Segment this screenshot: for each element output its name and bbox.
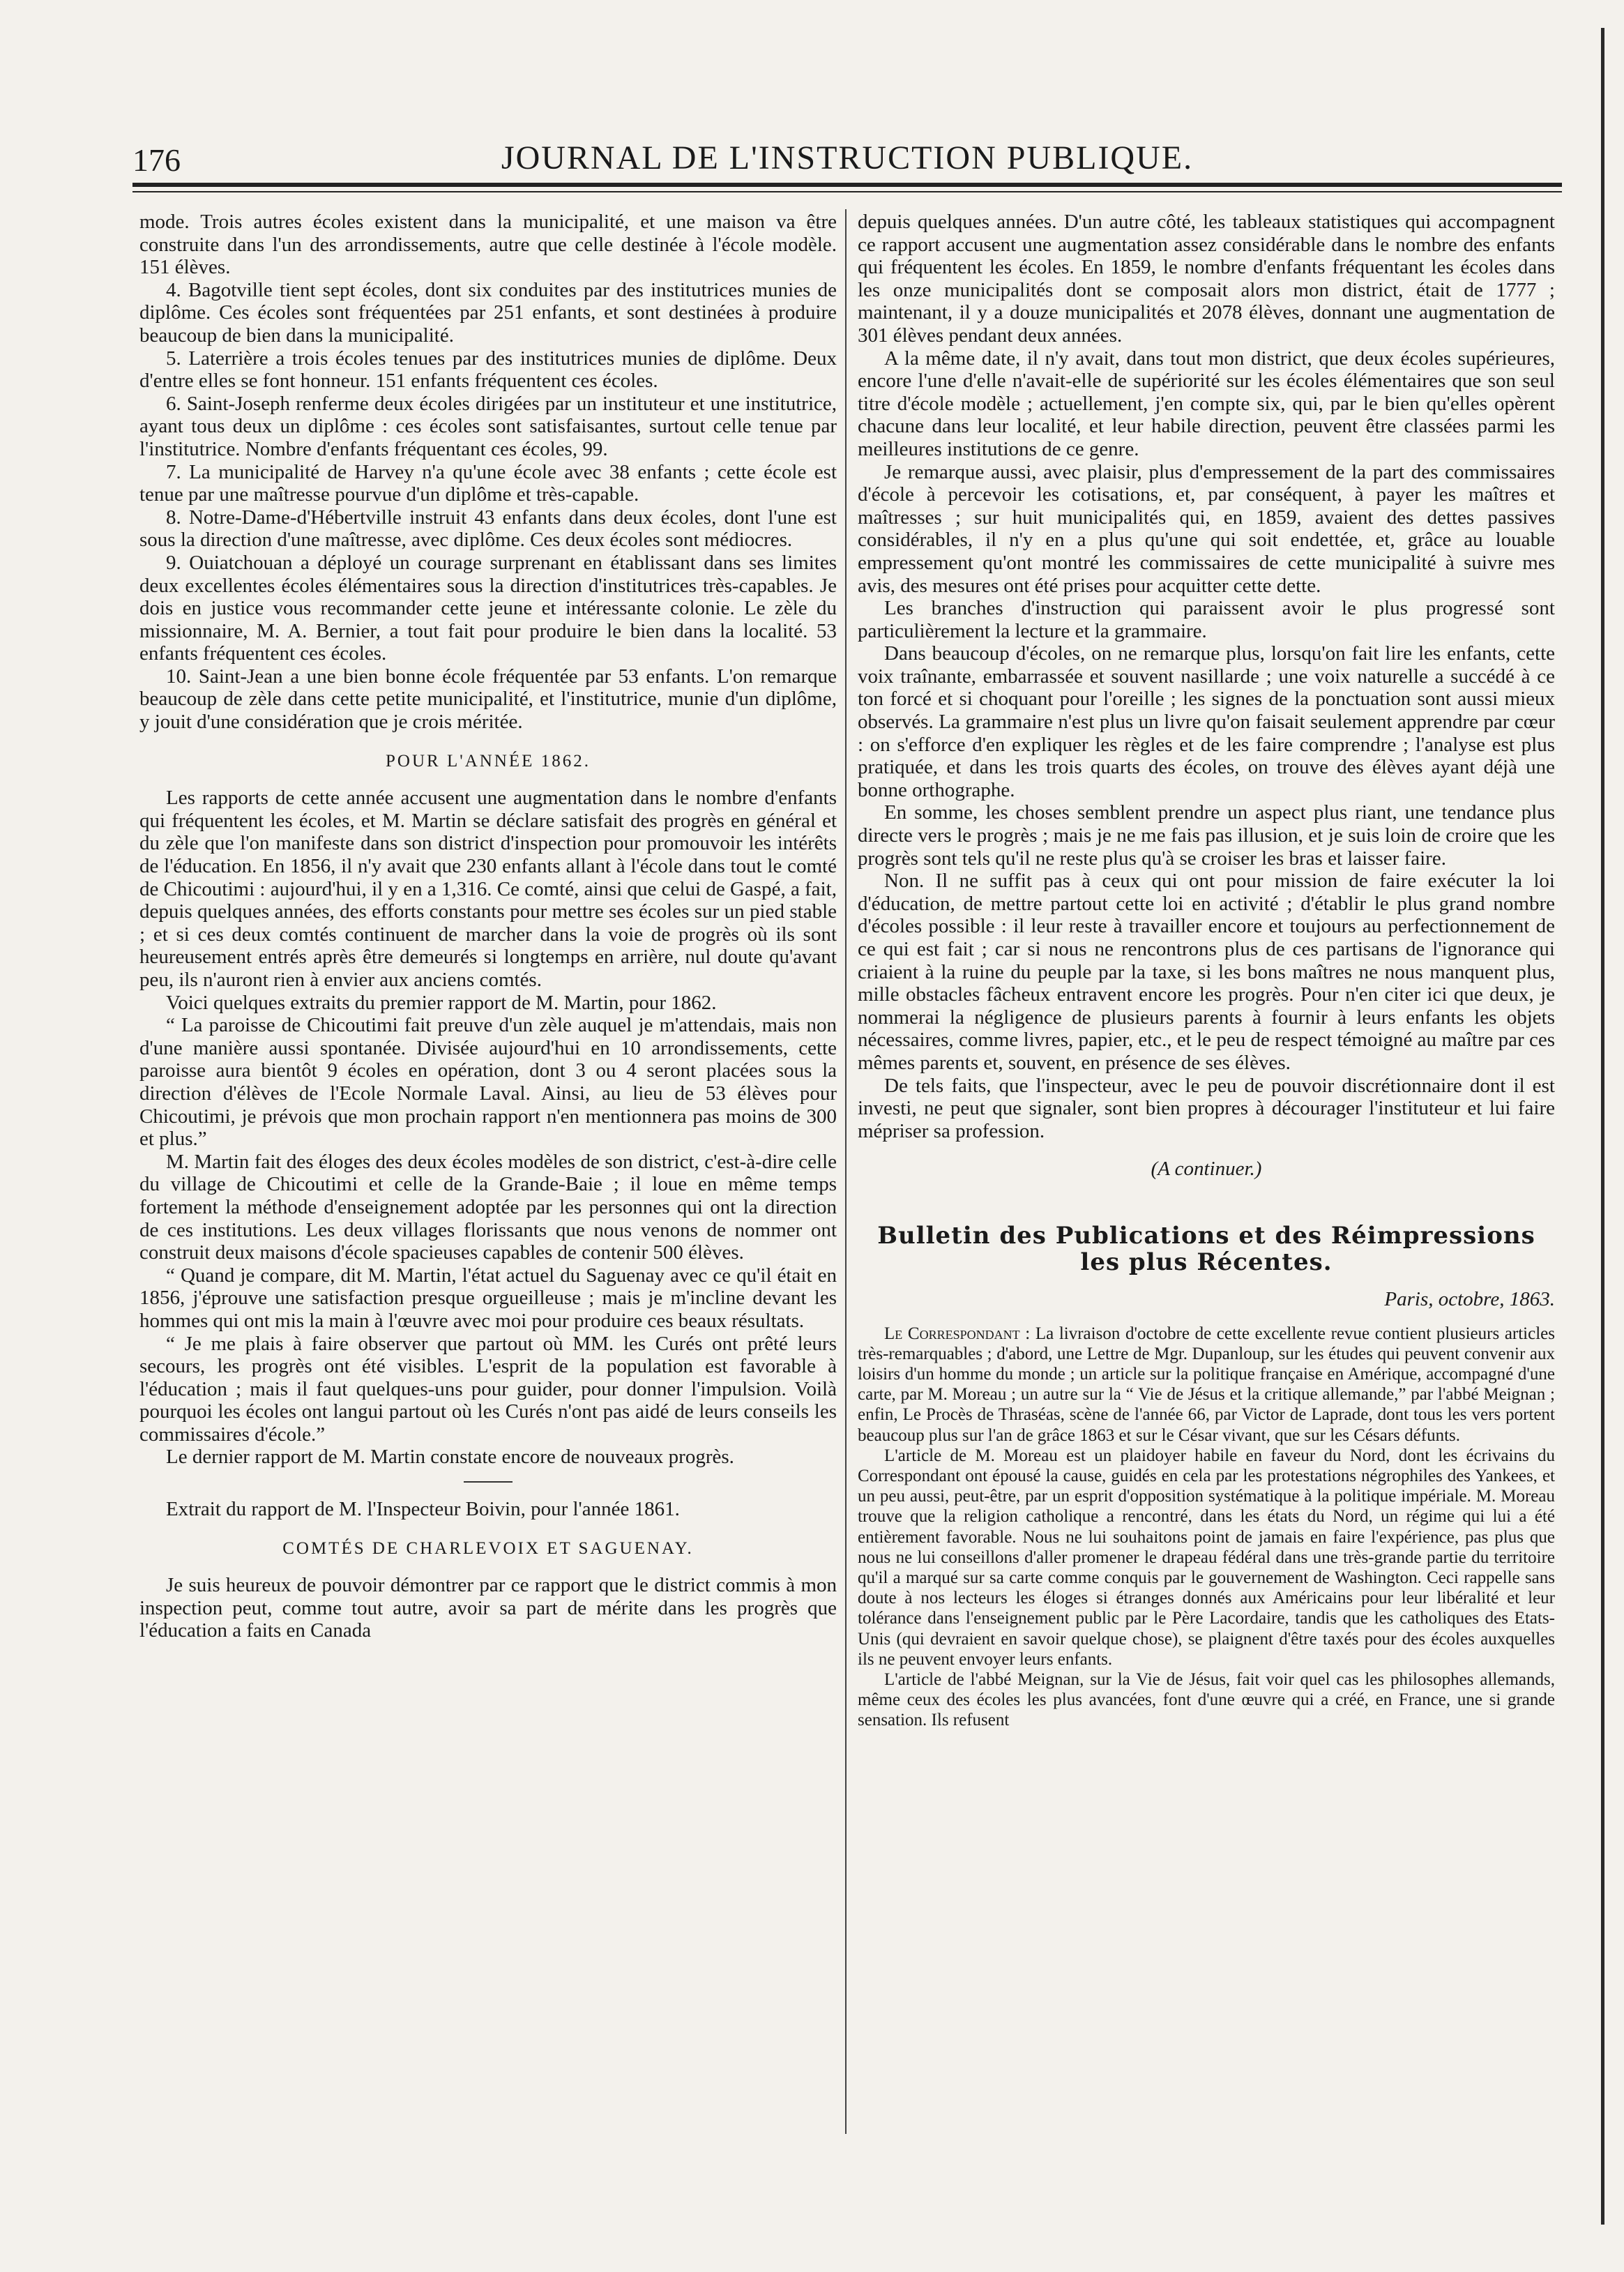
continuation-note: (A continuer.) xyxy=(1151,1158,1262,1181)
page-edge-line xyxy=(1601,28,1604,2225)
journal-title: JOURNAL DE L'INSTRUCTION PUBLIQUE. xyxy=(501,139,1194,176)
left-column xyxy=(139,211,837,1642)
dateline: Paris, octobre, 1863. xyxy=(1384,1287,1555,1310)
paragraph: M. Martin fait des éloges des deux écoles modèles de son district, c'est-à-dire celle du village de Chicoutimi et celle de la Grande-Baie ; il loue en même temps fortement la méthode d'enseignement adoptée par les personnes qui ont la direction de ces institutions. Les deux villages florissants que nous venons de nommer ont construit deux maisons d'école spacieuses capables de contenir 500 élèves. xyxy=(139,1150,837,1264)
paragraph: 4. Bagotville tient sept écoles, dont six conduites par des institutrices munies de diplôme. Ces écoles sont fréquentées par 251 enfants, et sont destinées à produire beaucoup de bien dans la municipalité. xyxy=(139,278,837,347)
paragraph: 8. Notre-Dame-d'Hébertville instruit 43 enfants dans deux écoles, dont l'une est sous la direction d'une maîtresse, avec diplôme. Ces deux écoles sont médiocres. xyxy=(139,506,837,552)
column-divider xyxy=(845,209,847,2134)
paragraph: 6. Saint-Joseph renferme deux écoles dirigées par un instituteur et une institutrice, ayant tous deux un diplôme : ces écoles sont satisfaisantes, surtout celle tenue par l'institutrice. Nombre d'enfants fréquentant ces écoles, 99. xyxy=(139,392,837,460)
bulletin-paragraph: L'article de M. Moreau est un plaidoyer habile en faveur du Nord, dont les écrivains du Correspondant ont épousé la cause, guidés en cela par les protestations négrophiles des Yankees, et un peu aussi, peut-être, par un esprit d'opposition systématique à la politique impériale. M. Moreau trouve que la religion catholique a rencontré, dans les états du Nord, un régime qui lui a été entièrement favorable. Nous ne lui souhaitons point de jamais en faire l'expérience, pas plus que nous ne lui conseillons d'aller promener le drapeau fédéral dans une très-grande partie du territoire qu'il a marqué sur sa carte comme conquis par le gouvernement de Washington. Ceci rappelle sans doute à nos lecteurs les éloges si étranges donnés aux Américains pour leur libéralité et leur tolérance dans l'enseignement public par le Père Lacordaire, tandis que les catholiques des Etats-Unis (qui devraient en savoir quelque chose), se plaignent d'être taxés pour des écoles auxquelles ils ne peuvent envoyer leurs enfants. xyxy=(858,1446,1555,1669)
bulletin-text: La livraison d'octobre de cette excellente revue contient plusieurs articles très-remarquables ; d'abord, une Lettre de Mgr. Dupanloup, sur les études qui peuvent convenir aux loisirs d'un homme du monde ; un article sur la politique française en Amérique, accompagné d'une carte, par M. Moreau ; un autre sur la “ Vie de Jésus et la critique allemande,” par l'abbé Meignan ; enfin, Le Procès de Thraséas, scène de l'année 66, par Victor de Laprade, dont tous les vers portent beaucoup plus sur l'an de grâce 1863 et sur le César vivant, que sur les Césars défunts. xyxy=(858,1324,1555,1445)
page-header xyxy=(132,129,1562,178)
paragraph: De tels faits, que l'inspecteur, avec le peu de pouvoir discrétionnaire dont il est investi, ne peut que signaler, sont bien propres à décourager l'instituteur et lui faire mépriser sa profession. xyxy=(858,1074,1555,1142)
quote-paragraph: “ Je me plais à faire observer que partout où MM. les Curés ont prêté leurs secours, les progrès ont été visibles. L'esprit de la population est favorable à l'éducation ; mais il faut quelques-uns pour guider, pour donner l'impulsion. Voilà pourquoi les écoles ont langui partout où les Curés n'ont pas aidé de leurs conseils les commissaires d'école.” xyxy=(139,1332,837,1446)
paragraph: Voici quelques extraits du premier rapport de M. Martin, pour 1862. xyxy=(166,991,717,1014)
paragraph: Les branches d'instruction qui paraissent avoir le plus progressé sont particulièrement la lecture et la grammaire. xyxy=(858,597,1555,642)
paragraph: 7. La municipalité de Harvey n'a qu'une école avec 38 enfants ; cette école est tenue par une maîtresse pourvue d'un diplôme et très-capable. xyxy=(139,460,837,506)
publication-label: Le Correspondant : xyxy=(884,1324,1031,1343)
header-rule-thick xyxy=(132,183,1562,187)
paragraph: Les rapports de cette année accusent une augmentation dans le nombre d'enfants qui fréquentent les écoles, et M. Martin se déclare satisfait des progrès en général et du zèle que l'on manifeste dans son district d'inspection pour promouvoir les intérêts de l'éducation. En 1856, il n'y avait que 230 enfants allant à l'école dans tout le comté de Chicoutimi : aujourd'hui, il y en a 1,316. Ce comté, ainsi que celui de Gaspé, a fait, depuis quelques années, des efforts constants pour mettre ses écoles sur un pied stable ; et si ces deux comtés continuent de marcher dans la voie de progrès où ils sont heureusement entrés après être demeurés si longtemps en arrière, nul doute qu'avant peu, ils n'auront rien à envier aux anciens comtés. xyxy=(139,787,837,991)
paragraph: A la même date, il n'y avait, dans tout mon district, que deux écoles supérieures, encore l'une d'elle n'avait-elle de supériorité sur les écoles élémentaires que son seul titre d'école modèle ; actuellement, j'en compte six, qui, par le bien qu'elles opèrent chacune dans leur localité, et leur habile direction, peuvent être classées parmi les meilleures institutions de ce genre. xyxy=(858,347,1555,460)
paragraph: 10. Saint-Jean a une bien bonne école fréquentée par 53 enfants. L'on remarque beaucoup de zèle dans cette petite municipalité, et l'institutrice, munie d'un diplôme, y jouit d'une considération que je crois méritée. xyxy=(139,665,837,734)
extract-title: Extrait du rapport de M. l'Inspecteur Boivin, pour l'année 1861. xyxy=(166,1498,680,1521)
bulletin-paragraph xyxy=(858,1324,1555,1446)
right-column xyxy=(858,211,1555,1731)
paragraph: Je remarque aussi, avec plaisir, plus d'empressement de la part des commissaires d'école à percevoir les cotisations, et, par conséquent, à payer les maîtres et maîtresses ; sur huit municipalités qui, en 1859, avaient des dettes passives considérables, il n'y en a plus qu'une qui soit endettée, et, grâce au louable empressement qu'ont montré les commissaires de cette municipalité à suivre mes avis, des mesures ont été prises pour acquitter cette dette. xyxy=(858,460,1555,597)
bulletin-body xyxy=(858,1324,1555,1731)
page-number: 176 xyxy=(132,142,181,178)
bulletin-title: Bulletin des Publications et des Réimpressions les plus Récentes. xyxy=(877,1221,1535,1276)
paragraph: mode. Trois autres écoles existent dans la municipalité, et une maison va être construite dans l'un des arrondissements, autre que celle destinée à l'école modèle. 151 élèves. xyxy=(139,211,837,279)
paragraph: 9. Ouiatchouan a déployé un courage surprenant en établissant dans ses limites deux excellentes écoles élémentaires sous la direction d'institutrices très-capables. Je dois en justice vous recommander cette jeune et intéressante colonie. Le zèle du missionnaire, M. A. Bernier, a tout fait pour produire le bien dans la localité. 53 enfants fréquentent ces écoles. xyxy=(139,551,837,665)
quote-paragraph: “ Quand je compare, dit M. Martin, l'état actuel du Saguenay avec ce qu'il était en 1856, j'éprouve une satisfaction presque orgueilleuse ; mais je m'incline devant les hommes qui ont mis la main à l'œuvre avec moi pour produire ces beaux résultats. xyxy=(139,1264,837,1332)
section-heading-counties: COMTÉS DE CHARLEVOIX ET SAGUENAY. xyxy=(282,1538,694,1558)
section-heading-1862: POUR L'ANNÉE 1862. xyxy=(386,751,591,771)
paragraph: depuis quelques années. D'un autre côté, les tableaux statistiques qui accompagnent ce rapport accusent une augmentation assez considérable dans le nombre des enfants qui fréquentent les écoles. En 1859, le nombre d'enfants fréquentant les écoles dans les onze municipalités dont se composait alors mon district, était de 1777 ; maintenant, il y a douze municipalités et 2078 élèves, donnant une augmentation de 301 élèves pendant deux années. xyxy=(858,211,1555,347)
paragraph: Je suis heureux de pouvoir démontrer par ce rapport que le district commis à mon inspection peut, comme tout autre, avoir sa part de mérite dans les progrès que l'éducation a faits en Canada xyxy=(139,1574,837,1642)
paragraph: En somme, les choses semblent prendre un aspect plus riant, une tendance plus directe vers le progrès ; mais je ne me fais pas illusion, et je suis loin de croire que les progrès sont tels qu'il ne reste plus qu'à se croiser les bras et laisser faire. xyxy=(858,801,1555,870)
header-rule-thin xyxy=(132,191,1562,192)
bulletin-paragraph: L'article de l'abbé Meignan, sur la Vie de Jésus, fait voir quel cas les philosophes allemands, même ceux des écoles les plus avancées, font d'une œuvre qui a créé, en France, une si grande sensation. Ils refusent xyxy=(858,1669,1555,1730)
paragraph: Le dernier rapport de M. Martin constate encore de nouveaux progrès. xyxy=(166,1446,734,1469)
paragraph: Dans beaucoup d'écoles, on ne remarque plus, lorsqu'on fait lire les enfants, cette voix traînante, embarrassée et souvent nasillarde ; une voix naturelle a succédé à ce ton forcé et si choquant pour l'oreille ; les signes de la ponctuation sont aussi mieux observés. La grammaire n'est plus un livre qu'on faisait seulement apprendre par cœur : on s'efforce d'en expliquer les règles et de les faire comprendre ; l'analyse est plus pratiquée, et dans les trois quarts des écoles, on trouve des élèves ayant déjà une bonne orthographe. xyxy=(858,642,1555,801)
paragraph: Non. Il ne suffit pas à ceux qui ont pour mission de faire exécuter la loi d'éducation, de mettre partout cette loi en activité ; d'établir le plus grand nombre d'écoles possible : il leur reste à travailler encore et toujours au perfectionnement de ce qui est fait ; car si nous ne rencontrons plus de ces partisans de l'ignorance qui criaient à la ruine du peuple par la taxe, si les bons maîtres ne nous manquent plus, mille obstacles fâcheux entravent encore les progrès. Pour n'en citer ici que deux, je nommerai la négligence de plusieurs parents à fournir à leurs enfants les objets nécessaires, comme livres, papier, etc., et le peu de respect témoigné au maître par ces mêmes parents et, souvent, en présence de ses élèves. xyxy=(858,870,1555,1074)
separator-rule xyxy=(464,1481,513,1483)
paragraph: 5. Laterrière a trois écoles tenues par des institutrices munies de diplôme. Deux d'entre elles se font honneur. 151 enfants fréquentent ces écoles. xyxy=(139,347,837,393)
quote-paragraph: “ La paroisse de Chicoutimi fait preuve d'un zèle auquel je m'attendais, mais non d'une manière aussi spontanée. Divisée aujourd'hui en 10 arrondissements, cette paroisse aura bientôt 9 écoles en opération, dont 3 ou 4 seront placées sous la direction d'élèves de l'Ecole Normale Laval. Ainsi, au lieu de 53 élèves pour Chicoutimi, je prévois que mon prochain rapport n'en mentionnera pas moins de 300 et plus.” xyxy=(139,1014,837,1151)
